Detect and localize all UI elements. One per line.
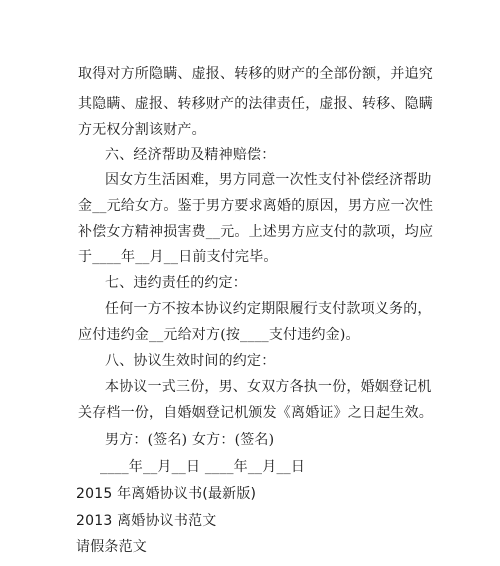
related-link[interactable]: 2015 年离婚协议书(最新版) — [76, 486, 257, 502]
paragraph-line: 其隐瞒、虚报、转移财产的法律责任，虚报、转移、隐瞒 — [78, 96, 433, 112]
section-heading-seven: 七、违约责任的约定： — [105, 275, 247, 291]
paragraph-line: 补偿女方精神损害费__元。上述男方应支付的款项，均应 — [78, 224, 434, 240]
paragraph-line: 金__元给女方。鉴于男方要求离婚的原因，男方应一次性 — [78, 198, 434, 214]
paragraph-line: 因女方生活困难，男方同意一次性支付补偿经济帮助 — [105, 172, 432, 188]
signature-line: 男方：(签名) 女方：(签名) — [105, 432, 275, 448]
related-link[interactable]: 请假条范文 — [76, 539, 147, 555]
paragraph-line: 本协议一式三份，男、女双方各执一份，婚姻登记机 — [105, 379, 432, 395]
paragraph-line: 应付违约金__元给对方(按____支付违约金)。 — [78, 327, 360, 343]
cropped-text-fragment — [86, 558, 196, 566]
paragraph-line: 关存档一份，自婚姻登记机颁发《离婚证》之日起生效。 — [78, 405, 433, 421]
paragraph-line: 于____年__月__日前支付完毕。 — [78, 249, 278, 265]
related-link[interactable]: 2013 离婚协议书范文 — [76, 513, 217, 529]
date-line: ____年__月__日 ____年__月__日 — [100, 459, 306, 475]
section-heading-eight: 八、协议生效时间的约定： — [105, 353, 276, 369]
paragraph-line: 任何一方不按本协议约定期限履行支付款项义务的， — [105, 301, 432, 317]
section-heading-six: 六、经济帮助及精神赔偿： — [105, 147, 276, 163]
paragraph-line: 取得对方所隐瞒、虚报、转移的财产的全部份额，并追究 — [78, 66, 433, 82]
paragraph-line: 方无权分割该财产。 — [78, 122, 206, 138]
